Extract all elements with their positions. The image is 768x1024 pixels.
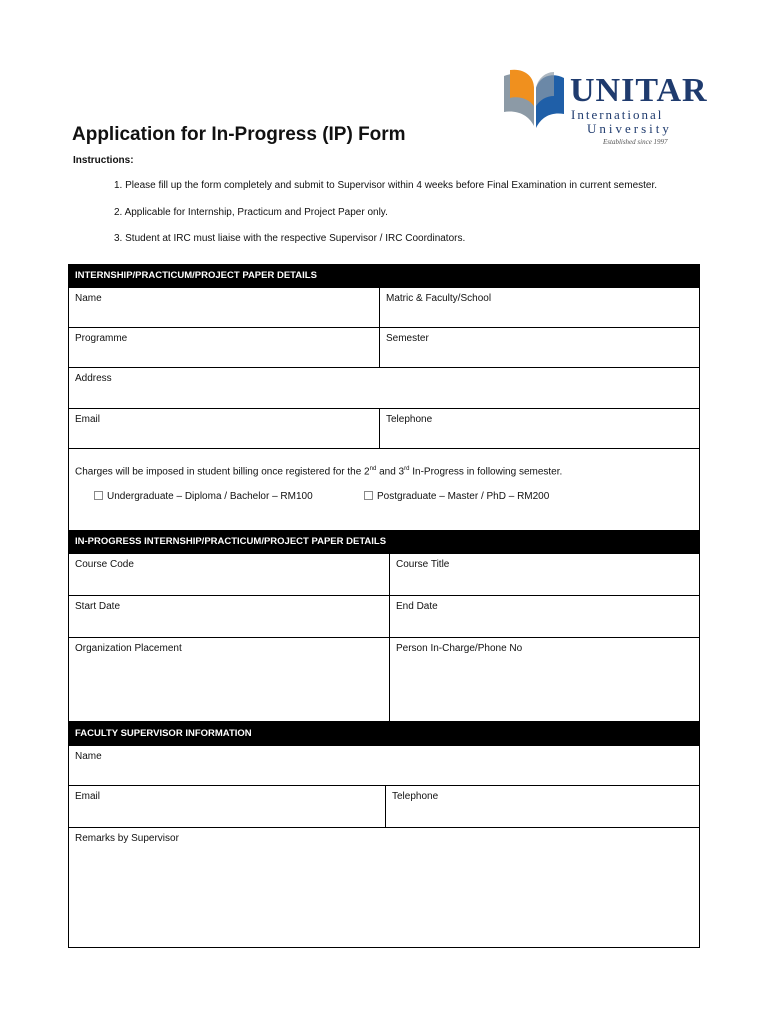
telephone-field[interactable]: Telephone — [379, 409, 699, 448]
option-undergraduate[interactable]: Undergraduate – Diploma / Bachelor – RM100 — [94, 491, 313, 502]
option-postgraduate[interactable]: Postgraduate – Master / PhD – RM200 — [364, 491, 549, 502]
start-date-field[interactable]: Start Date — [75, 601, 121, 612]
page-title: Application for In-Progress (IP) Form — [72, 124, 406, 145]
section-header-details: INTERNSHIP/PRACTICUM/PROJECT PAPER DETAILS — [68, 264, 700, 288]
instruction-2: 2. Applicable for Internship, Practicum and Project Paper only. — [114, 207, 388, 218]
supervisor-email-field[interactable]: Email — [75, 791, 101, 802]
logo-brand-text: UNITAR — [570, 72, 708, 109]
course-code-field[interactable]: Course Code — [75, 559, 134, 570]
form-row — [68, 638, 700, 722]
address-field[interactable]: Address — [75, 373, 112, 384]
section-header-supervisor: FACULTY SUPERVISOR INFORMATION — [68, 722, 700, 746]
form-row — [68, 288, 700, 328]
postgraduate-checkbox[interactable] — [364, 491, 373, 500]
end-date-field[interactable]: End Date — [389, 596, 699, 637]
programme-field[interactable]: Programme — [75, 333, 128, 344]
form-row — [68, 328, 700, 368]
form-row — [68, 368, 700, 409]
logo-line2: University — [587, 121, 672, 136]
name-field[interactable]: Name — [75, 293, 102, 304]
instruction-1: 1. Please fill up the form completely and submit to Supervisor within 4 weeks before Final Examination in current semester. — [114, 180, 658, 191]
unitar-book-emblem-icon — [500, 66, 570, 142]
matric-field[interactable]: Matric & Faculty/School — [379, 288, 699, 327]
form-row — [68, 786, 700, 828]
logo-line1: International — [571, 107, 664, 122]
supervisor-telephone-field[interactable]: Telephone — [385, 786, 699, 827]
form-row — [68, 828, 700, 948]
instruction-3: 3. Student at IRC must liaise with the respective Supervisor / IRC Coordinators. — [114, 233, 466, 244]
supervisor-remarks-field[interactable]: Remarks by Supervisor — [75, 833, 179, 844]
person-in-charge-field[interactable]: Person In-Charge/Phone No — [389, 638, 699, 721]
charges-notice — [68, 449, 700, 530]
form-row — [68, 596, 700, 638]
supervisor-name-field[interactable]: Name — [75, 751, 102, 762]
email-field[interactable]: Email — [75, 414, 101, 425]
organization-placement-field[interactable]: Organization Placement — [75, 643, 182, 654]
instructions-label: Instructions: — [73, 155, 134, 166]
course-title-field[interactable]: Course Title — [389, 554, 699, 595]
charges-text: Charges will be imposed in student billing once registered for the 2nd and 3rd In-Progress in following semester. — [75, 466, 563, 478]
semester-field[interactable]: Semester — [379, 328, 699, 367]
form-row — [68, 746, 700, 786]
undergraduate-checkbox[interactable] — [94, 491, 103, 500]
application-form — [68, 264, 700, 948]
section-header-inprogress: IN-PROGRESS INTERNSHIP/PRACTICUM/PROJECT PAPER DETAILS — [68, 530, 700, 554]
form-row — [68, 409, 700, 449]
form-row — [68, 554, 700, 596]
unitar-logo — [500, 66, 710, 150]
logo-established: Established since 1997 — [603, 138, 668, 146]
